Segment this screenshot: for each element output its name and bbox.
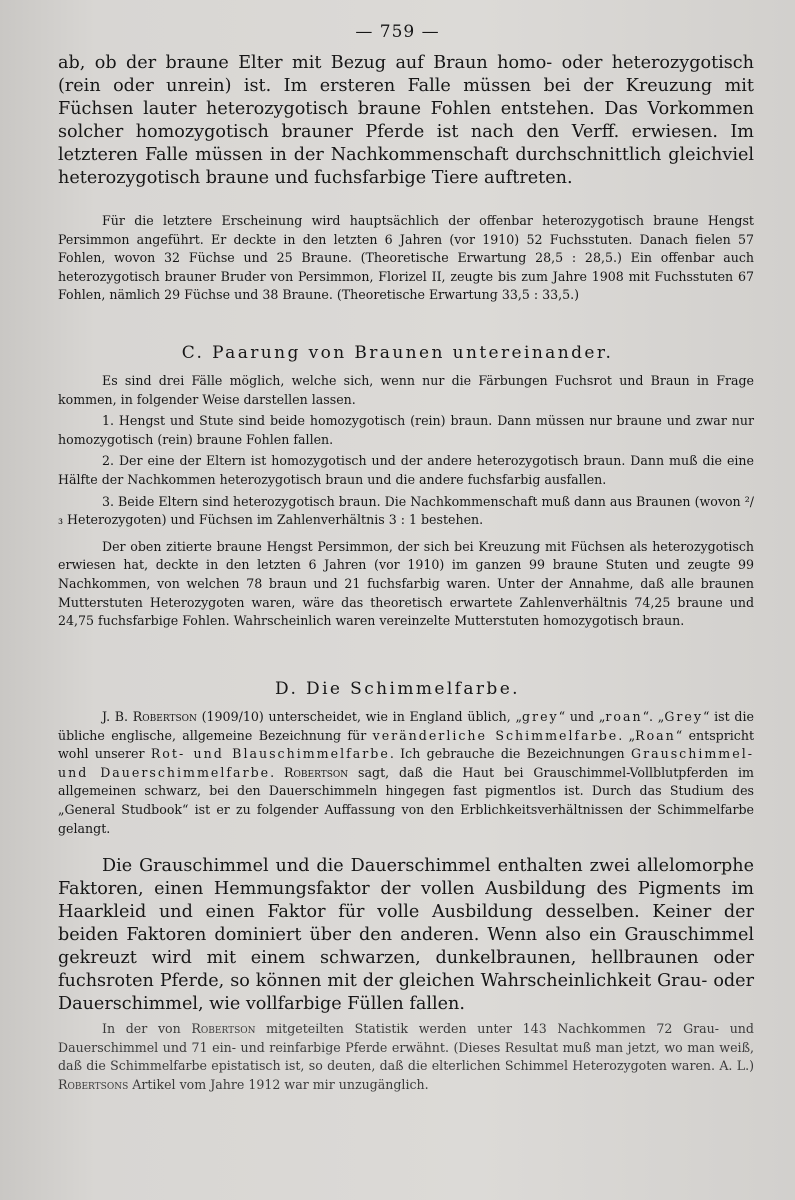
paragraph-heterozygous-brown: [58, 52, 754, 190]
term-grau-dauer: Grauschimmel- und Dauerschimmelfarbe: [58, 746, 754, 780]
page-number: — 759 —: [355, 22, 440, 42]
persimmon-offspring: Der oben zitierte braune Hengst Persimmon, der sich bei Kreuzung mit Füchsen als heterozygotisch erwiesen hat, deckte in den letzten 6 Jahren (vor 1910) im ganzen 99 braune Stuten und zeugte 99 Nachkommen, von welchen 78 braun und 21 fuchsfarbig waren. Unter der Annahme, daß alle braunen Mutterstuten Heterozygoten waren, wäre das theoretisch erwartete Zahlenverhältnis 74,25 braune und 24,75 fuchsfarbige Fohlen. Wahrscheinlich waren vereinzelte Mutterstuten homozygotisch braun.: [58, 538, 754, 629]
term-grey: Grey: [664, 709, 703, 724]
author-name: Robertson: [132, 709, 197, 724]
paragraph-text: ab, ob der braune Elter mit Bezug auf Braun homo- oder heterozygotisch (rein oder unrein) ist. Im ersteren Falle müssen bei der Kreuzung mit Füchsen lauter heterozygotisch braune Fohlen entstehen. Das Vorkommen solcher homozygotisch brauner Pferde ist nach den Verff. erwiesen. Im letzteren Falle müssen in der Nachkommenschaft durchschnittlich gleichviel heterozygotisch braune und fuchsfarbige Tiere auftreten.: [58, 53, 754, 188]
section-c-body: [58, 372, 754, 631]
allelomorph-paragraph: Die Grauschimmel und die Dauerschimmel enthalten zwei allelomorphe Faktoren, einen Hemmungsfaktor der vollen Ausbildung des Pigments im Haarkleid und einen Faktor für volle Ausbildung desselben. Keiner der beiden Faktoren dominiert über den anderen. Wenn also ein Grauschimmel gekreuzt wird mit einem schwarzen, dunkelbraunen, hellbraunen oder fuchsroten Pferde, so können mit der gleichen Wahrscheinlichkeit Grau- oder Dauerschimmel, wie vollfarbige Füllen fallen.: [58, 856, 754, 1014]
robertson-paragraph: J. B. Robertson (1909/10) unterscheidet, wie in England üblich, „grey“ und „roan“. „Grey“ ist die übliche englische, allgemeine Bezeichnung für veränderliche Schimmelfarbe. „Roan“ entspricht wohl unserer Rot- und Blauschimmelfarbe. Ich gebrauche die Bezeichnungen Grauschimmel- und Dauerschimmelfarbe. Robertson sagt, daß die Haut bei Grauschimmel-Vollblutpferden im allgemeinen schwarz, bei den Dauerschimmeln hingegen fast pigmentlos ist. Durch das Studium des „General Studbook“ ist er zu folgender Auffassung von den Erblichkeitsverhältnissen der Schimmelfarbe gelangt.: [58, 709, 755, 836]
case-2: 2. Der eine der Eltern ist homozygotisch und der andere heterozygotisch braun. Dann muß die eine Hälfte der Nachkommen heterozygotisch braun und die andere fuchsfarbig ausfallen.: [58, 453, 754, 487]
case-1: 1. Hengst und Stute sind beide homozygotisch (rein) braun. Dann müssen nur braune und zwar nur homozygotisch (rein) braune Fohlen fallen.: [58, 413, 754, 447]
note-statistics: [58, 1020, 754, 1094]
author-name: Robertsons: [58, 1076, 129, 1092]
term-grey: grey: [522, 709, 559, 724]
section-d-main: [58, 855, 754, 1016]
term-veraenderliche: veränderliche Schimmelfarbe: [372, 727, 619, 743]
section-heading-d: D. Die Schimmelfarbe.: [275, 679, 520, 699]
term-rot-blau: Rot- und Blauschimmelfarbe: [150, 746, 390, 762]
note-text: Für die letztere Erscheinung wird hauptsächlich der offenbar heterozygotisch braune Hengst Persimmon angeführt. Er deckte in den letzten 6 Jahren (vor 1910) 52 Fuchsstuten. Danach fielen 57 Fohlen, wovon 32 Füchse und 25 Braune. (Theoretische Erwartung 28,5 : 28,5.) Ein offenbar auch heterozygotisch brauner Bruder von Persimmon, Florizel II, zeugte bis zum Jahre 1908 mit Fuchsstuten 67 Fohlen, nämlich 29 Füchse und 38 Braune. (Theoretische Erwartung 33,5 : 33,5.): [58, 213, 754, 303]
section-d-robertson: [58, 708, 754, 838]
note-persimmon: [58, 212, 754, 305]
case-3: 3. Beide Eltern sind heterozygotisch braun. Die Nachkommenschaft muß dann aus Braunen (wovon ²/₃ Heterozygoten) und Füchsen im Zahlenverhältnis 3 : 1 bestehen.: [58, 493, 754, 528]
section-c-intro: Es sind drei Fälle möglich, welche sich, wenn nur die Färbungen Fuchsrot und Braun in Frage kommen, in folgender Weise darstellen lassen.: [58, 373, 754, 407]
author-name: Robertson: [284, 764, 349, 780]
author-name: Robertson: [191, 1021, 256, 1036]
statistics-note: In der von Robertson mitgeteilten Statistik werden unter 143 Nachkommen 72 Grau- und Dauerschimmel und 71 ein- und reinfarbige Pferde erwähnt. (Dieses Resultat muß man jetzt, wo man weiß, daß die Schimmelfarbe epistatisch ist, so deuten, daß die elterlichen Schimmel Heterozygoten waren. A. L.) Robertsons Artikel vom Jahre 1912 war mir unzugänglich.: [58, 1021, 754, 1092]
term-roan: Roan: [635, 727, 676, 743]
term-roan: roan: [605, 709, 643, 724]
section-heading-c: C. Paarung von Braunen untereinander.: [181, 343, 614, 363]
